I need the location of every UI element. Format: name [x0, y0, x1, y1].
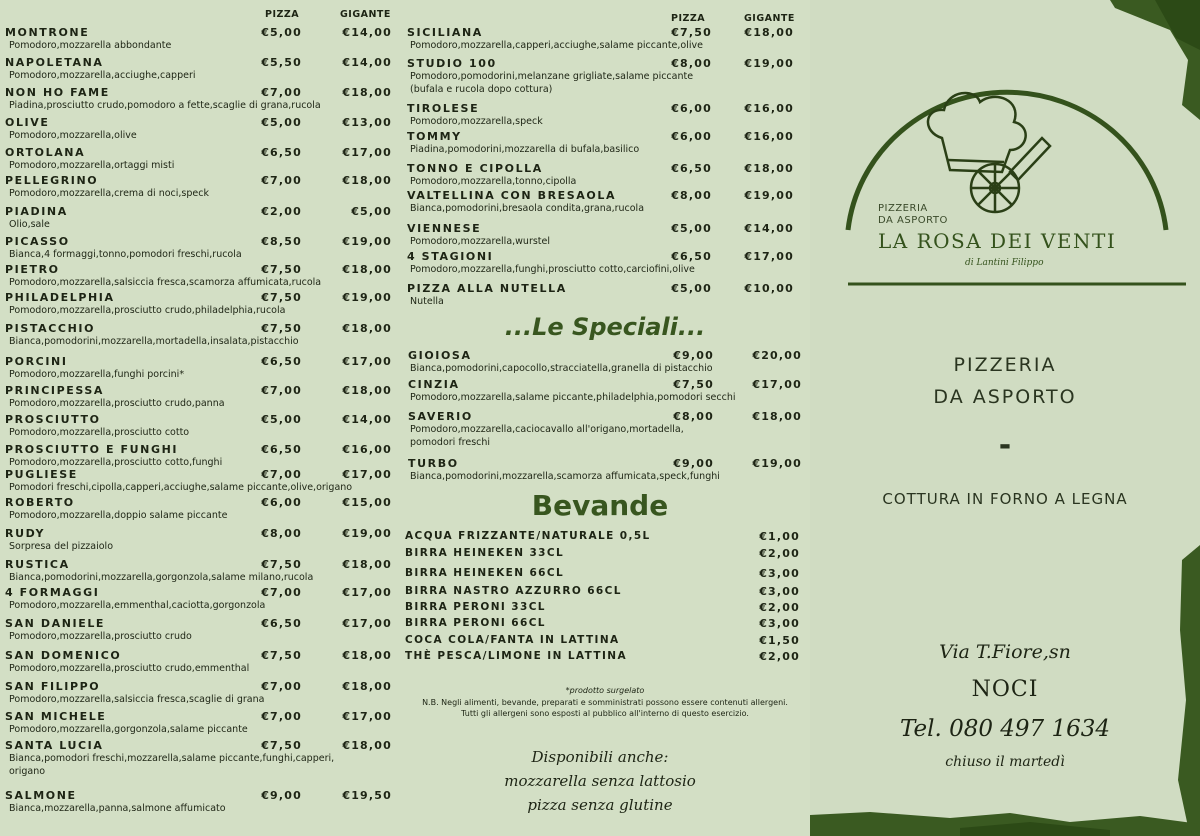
item-price: €7,00	[261, 680, 302, 693]
menu-item	[400, 222, 810, 247]
city: NOCI	[971, 677, 1039, 702]
menu-item	[0, 680, 400, 705]
item-name: GIOIOSA	[408, 349, 472, 362]
item-price-gigante: €19,00	[342, 235, 392, 248]
item-description: Pomodoro,mozzarella,prosciutto crudo	[9, 631, 192, 642]
item-price-gigante: €18,00	[342, 322, 392, 335]
header-pizza: PIZZA	[265, 9, 300, 20]
menu-item	[0, 26, 400, 51]
item-description: Pomodoro,mozzarella,prosciutto cotto	[9, 427, 190, 438]
drink-name: BIRRA PERONI 66CL	[405, 617, 546, 629]
item-price-gigante: €19,00	[342, 527, 392, 540]
item-price-gigante: €18,00	[342, 384, 392, 397]
item-description: Pomodoro,mozzarella,emmenthal,caciotta,gorgonzola	[9, 600, 266, 611]
item-description: Pomodoro,mozzarella,tonno,cipolla	[410, 176, 577, 187]
item-description: Pomodoro,mozzarella,speck	[410, 116, 543, 127]
item-name: TIROLESE	[407, 102, 480, 115]
logo-name: LA ROSA DEI VENTI	[878, 229, 1117, 253]
item-price-gigante: €17,00	[342, 586, 392, 599]
item-description-2: pomodori freschi	[410, 437, 491, 448]
menu-item	[0, 527, 400, 552]
item-description: Bianca,pomodori freschi,mozzarella,salame piccante,funghi,capperi,	[9, 753, 335, 764]
item-description: Pomodoro,mozzarella,prosciutto crudo,philadelphia,rucola	[9, 305, 286, 316]
item-price-gigante: €10,00	[744, 282, 794, 295]
menu-item	[400, 378, 810, 403]
item-price: €7,50	[673, 378, 714, 391]
item-name: PROSCIUTTO	[5, 413, 101, 426]
menu-item	[0, 586, 400, 611]
item-price-gigante: €18,00	[752, 410, 802, 423]
item-description: Bianca,mozzarella,panna,salmone affumicato	[9, 803, 226, 814]
menu-item	[0, 384, 400, 409]
available-line-3: pizza senza glutine	[527, 796, 673, 814]
item-price-gigante: €18,00	[744, 162, 794, 175]
menu-item	[400, 410, 810, 448]
item-price-gigante: €19,00	[752, 457, 802, 470]
item-price-gigante: €5,00	[351, 205, 392, 218]
drink-item	[405, 601, 800, 617]
item-name: CINZIA	[408, 378, 460, 391]
item-price-gigante: €19,00	[744, 57, 794, 70]
item-name: PROSCIUTTO E FUNGHI	[5, 443, 179, 456]
item-name: OLIVE	[5, 116, 50, 129]
drink-name: THÈ PESCA/LIMONE IN LATTINA	[405, 650, 628, 662]
item-price: €8,00	[673, 410, 714, 423]
item-price-gigante: €17,00	[752, 378, 802, 391]
item-price-gigante: €18,00	[744, 26, 794, 39]
item-price-gigante: €18,00	[342, 558, 392, 571]
menu-item	[400, 57, 810, 95]
logo-signature: di Lantini Filippo	[965, 258, 1044, 268]
item-description: Nutella	[410, 296, 444, 307]
drink-item	[405, 585, 800, 601]
item-price-gigante: €14,00	[744, 222, 794, 235]
item-price: €9,00	[261, 789, 302, 802]
menu-item	[0, 322, 400, 347]
item-price: €7,50	[261, 649, 302, 662]
available-line-2: mozzarella senza lattosio	[504, 772, 696, 790]
item-description: Pomodoro,mozzarella,salsiccia fresca,scaglie di grana	[9, 694, 265, 705]
item-name: NAPOLETANA	[5, 56, 104, 69]
item-name: VALTELLINA CON BRESAOLA	[407, 189, 617, 202]
item-price: €7,50	[261, 263, 302, 276]
menu-item	[400, 162, 810, 187]
item-price-gigante: €18,00	[342, 680, 392, 693]
item-description: Bianca,pomodorini,capocollo,stracciatella,granella di pistacchio	[410, 363, 713, 374]
item-price: €7,00	[261, 586, 302, 599]
drink-item	[405, 650, 800, 666]
menu-item	[0, 263, 400, 288]
item-price: €2,00	[261, 205, 302, 218]
drink-price: €2,00	[759, 547, 800, 560]
item-price-gigante: €16,00	[342, 443, 392, 456]
item-price: €7,00	[261, 710, 302, 723]
menu-item	[0, 710, 400, 735]
item-price-gigante: €16,00	[744, 102, 794, 115]
menu-item	[0, 291, 400, 316]
item-price-gigante: €17,00	[342, 710, 392, 723]
item-name: PICASSO	[5, 235, 70, 248]
item-price-gigante: €20,00	[752, 349, 802, 362]
item-name: PUGLIESE	[5, 468, 78, 481]
menu-item	[0, 146, 400, 171]
menu-left-column	[0, 0, 400, 836]
item-price: €6,50	[671, 250, 712, 263]
item-description: Pomodoro,mozzarella abbondante	[9, 40, 172, 51]
item-price: €5,00	[671, 222, 712, 235]
menu-item	[0, 116, 400, 141]
menu-item	[400, 26, 810, 51]
item-price: €6,50	[261, 617, 302, 630]
menu-item	[400, 130, 810, 155]
item-price-gigante: €17,00	[342, 617, 392, 630]
menu-item	[0, 617, 400, 642]
item-description: Pomodoro,mozzarella,prosciutto cotto,funghi	[9, 457, 223, 468]
item-price-gigante: €14,00	[342, 56, 392, 69]
item-price: €6,00	[261, 496, 302, 509]
drink-item	[405, 567, 800, 583]
drink-price: €2,00	[759, 601, 800, 614]
item-price: €8,00	[671, 57, 712, 70]
drink-name: BIRRA NASTRO AZZURRO 66CL	[405, 585, 622, 597]
item-description: Pomodoro,pomodorini,melanzane grigliate,salame piccante	[410, 71, 694, 82]
item-name: TOMMY	[407, 130, 462, 143]
drink-price: €1,50	[759, 634, 800, 647]
item-name: TURBO	[408, 457, 459, 470]
logo-emblem	[810, 0, 1200, 300]
item-price: €7,50	[261, 291, 302, 304]
drink-item	[405, 530, 800, 546]
item-price-gigante: €13,00	[342, 116, 392, 129]
drink-price: €3,00	[759, 617, 800, 630]
menu-item	[0, 789, 400, 814]
item-price: €7,00	[261, 174, 302, 187]
item-price-gigante: €19,00	[744, 189, 794, 202]
item-price-gigante: €15,00	[342, 496, 392, 509]
item-price: €8,50	[261, 235, 302, 248]
item-price-gigante: €18,00	[342, 86, 392, 99]
item-name: MONTRONE	[5, 26, 90, 39]
item-price-gigante: €18,00	[342, 263, 392, 276]
item-price: €5,00	[261, 413, 302, 426]
bevande-title: Bevande	[531, 489, 669, 522]
item-price: €8,00	[671, 189, 712, 202]
item-price-gigante: €18,00	[342, 649, 392, 662]
item-price: €6,50	[261, 146, 302, 159]
item-price-gigante: €19,00	[342, 291, 392, 304]
item-name: PHILADELPHIA	[5, 291, 115, 304]
item-description: Pomodoro,mozzarella,caciocavallo all'origano,mortadella,	[410, 424, 684, 435]
menu-item	[0, 86, 400, 111]
item-name: PIZZA ALLA NUTELLA	[407, 282, 567, 295]
surgelato-note: *prodotto surgelato	[565, 686, 645, 695]
right-title-1: PIZZERIA	[953, 354, 1057, 376]
menu-item	[400, 250, 810, 275]
item-name: NON HO FAME	[5, 86, 110, 99]
item-name: SANTA LUCIA	[5, 739, 104, 752]
item-price-gigante: €18,00	[342, 739, 392, 752]
item-name: ORTOLANA	[5, 146, 86, 159]
right-dash: -	[998, 428, 1012, 463]
item-price-gigante: €18,00	[342, 174, 392, 187]
item-price: €7,00	[261, 384, 302, 397]
item-name: PRINCIPESSA	[5, 384, 105, 397]
menu-item	[0, 496, 400, 521]
item-description: Bianca,pomodorini,mozzarella,gorgonzola,salame milano,rucola	[9, 572, 314, 583]
item-description: Pomodoro,mozzarella,prosciutto crudo,emmenthal	[9, 663, 250, 674]
header-gigante-mid: GIGANTE	[744, 13, 795, 24]
item-name: 4 STAGIONI	[407, 250, 494, 263]
item-description: Pomodoro,mozzarella,doppio salame piccante	[9, 510, 228, 521]
menu-item	[400, 189, 810, 214]
drink-price: €3,00	[759, 567, 800, 580]
menu-item	[0, 205, 400, 230]
drink-name: BIRRA HEINEKEN 66CL	[405, 567, 565, 579]
item-price-gigante: €16,00	[744, 130, 794, 143]
menu-item	[0, 56, 400, 81]
item-name: PIETRO	[5, 263, 60, 276]
item-price-gigante: €17,00	[342, 146, 392, 159]
address: Via T.Fiore,sn	[939, 641, 1071, 663]
item-description: Bianca,4 formaggi,tonno,pomodori freschi,rucola	[9, 249, 242, 260]
available-also	[400, 745, 800, 817]
menu-item	[400, 102, 810, 127]
item-name: 4 FORMAGGI	[5, 586, 100, 599]
item-description: Pomodoro,mozzarella,prosciutto crudo,panna	[9, 398, 225, 409]
item-price: €7,50	[261, 739, 302, 752]
item-description: Pomodori freschi,cipolla,capperi,acciughe,salame piccante,olive,origano	[9, 482, 353, 493]
item-description: Pomodoro,mozzarella,olive	[9, 130, 137, 141]
item-description: Sorpresa del pizzaiolo	[9, 541, 114, 552]
item-description-2: origano	[9, 766, 46, 777]
drink-price: €2,00	[759, 650, 800, 663]
menu-item	[0, 355, 400, 380]
menu-item	[0, 468, 400, 493]
item-price: €5,00	[261, 26, 302, 39]
menu-middle-column	[400, 0, 810, 836]
item-name: SAN DANIELE	[5, 617, 106, 630]
closed-day: chiuso il martedì	[945, 754, 1065, 770]
drink-name: BIRRA HEINEKEN 33CL	[405, 547, 565, 559]
header-gigante: GIGANTE	[340, 9, 391, 20]
item-price-gigante: €17,00	[744, 250, 794, 263]
menu-item	[0, 558, 400, 583]
item-name: PIADINA	[5, 205, 68, 218]
item-description: Bianca,pomodorini,mozzarella,mortadella,insalata,pistacchio	[9, 336, 299, 347]
item-price-gigante: €17,00	[342, 468, 392, 481]
item-price: €9,00	[673, 349, 714, 362]
drink-name: ACQUA FRIZZANTE/NATURALE 0,5L	[405, 530, 651, 542]
item-name: PELLEGRINO	[5, 174, 99, 187]
menu-item	[400, 349, 810, 374]
item-description: Pomodoro,mozzarella,funghi porcini*	[9, 369, 185, 380]
item-description: Bianca,pomodorini,bresaola condita,grana,rucola	[410, 203, 645, 214]
drink-price: €3,00	[759, 585, 800, 598]
item-name: RUSTICA	[5, 558, 70, 571]
item-name: SAN DOMENICO	[5, 649, 122, 662]
item-description: Pomodoro,mozzarella,gorgonzola,salame piccante	[9, 724, 248, 735]
item-price: €7,00	[261, 468, 302, 481]
item-price: €7,50	[671, 26, 712, 39]
item-name: SALMONE	[5, 789, 77, 802]
item-price-gigante: €19,50	[342, 789, 392, 802]
logo-small-1: PIZZERIA	[878, 203, 928, 214]
item-description: Bianca,pomodorini,mozzarella,scamorza affumicata,speck,funghi	[410, 471, 720, 482]
item-name: ROBERTO	[5, 496, 75, 509]
item-description: Olio,sale	[9, 219, 50, 230]
item-description: Pomodoro,mozzarella,salame piccante,philadelphia,pomodori secchi	[410, 392, 736, 403]
menu-item	[0, 235, 400, 260]
menu-item	[0, 413, 400, 438]
item-price: €7,50	[261, 322, 302, 335]
item-name: VIENNESE	[407, 222, 482, 235]
menu-item	[0, 443, 400, 468]
item-price: €6,00	[671, 102, 712, 115]
item-price: €6,50	[261, 443, 302, 456]
item-description: Pomodoro,mozzarella,crema di noci,speck	[9, 188, 209, 199]
logo-small-2: DA ASPORTO	[878, 215, 948, 226]
item-name: TONNO E CIPOLLA	[407, 162, 543, 175]
item-price-gigante: €17,00	[342, 355, 392, 368]
drink-item	[405, 634, 800, 650]
header-pizza-mid: PIZZA	[671, 13, 706, 24]
item-name: RUDY	[5, 527, 46, 540]
cottura-text: COTTURA IN FORNO A LEGNA	[882, 490, 1128, 508]
telephone: Tel. 080 497 1634	[899, 716, 1111, 742]
item-price-gigante: €14,00	[342, 26, 392, 39]
menu-item	[0, 649, 400, 674]
menu-item	[400, 457, 810, 482]
item-price: €6,50	[671, 162, 712, 175]
item-price: €7,00	[261, 86, 302, 99]
item-description: Pomodoro,mozzarella,funghi,prosciutto cotto,carciofini,olive	[410, 264, 695, 275]
item-description: Pomodoro,mozzarella,salsiccia fresca,scamorza affumicata,rucola	[9, 277, 322, 288]
item-name: PORCINI	[5, 355, 68, 368]
item-price: €5,00	[671, 282, 712, 295]
allergen-note: N.B. Negli alimenti, bevande, preparati e somministrati possono essere contenuti allergeni. Tutti gli allergeni sono esposti al pubblico all'interno di questo esercizio.	[422, 698, 788, 718]
item-name: SAVERIO	[408, 410, 473, 423]
item-name: SAN MICHELE	[5, 710, 107, 723]
right-title-2: DA ASPORTO	[933, 386, 1077, 408]
item-price: €6,50	[261, 355, 302, 368]
item-description: Pomodoro,mozzarella,ortaggi misti	[9, 160, 175, 171]
drink-price: €1,00	[759, 530, 800, 543]
item-name: SICILIANA	[407, 26, 483, 39]
item-description: Piadina,pomodorini,mozzarella di bufala,basilico	[410, 144, 640, 155]
menu-item	[0, 739, 400, 777]
item-description-2: (bufala e rucola dopo cottura)	[410, 84, 553, 95]
item-description: Piadina,prosciutto crudo,pomodoro a fette,scaglie di grana,rucola	[9, 100, 321, 111]
item-price-gigante: €14,00	[342, 413, 392, 426]
speciali-title: ...Le Speciali...	[504, 313, 706, 341]
item-price: €7,50	[261, 558, 302, 571]
item-price: €8,00	[261, 527, 302, 540]
item-description: Pomodoro,mozzarella,capperi,acciughe,salame piccante,olive	[410, 40, 703, 51]
drink-item	[405, 617, 800, 633]
item-description: Pomodoro,mozzarella,acciughe,capperi	[9, 70, 196, 81]
available-line-1: Disponibili anche:	[531, 748, 669, 766]
drink-item	[405, 547, 800, 563]
item-name: SAN FILIPPO	[5, 680, 101, 693]
item-name: STUDIO 100	[407, 57, 497, 70]
menu-item	[400, 282, 810, 307]
item-price: €5,00	[261, 116, 302, 129]
menu-item	[0, 174, 400, 199]
drink-name: COCA COLA/FANTA IN LATTINA	[405, 634, 620, 646]
item-name: PISTACCHIO	[5, 322, 96, 335]
item-price: €9,00	[673, 457, 714, 470]
drink-name: BIRRA PERONI 33CL	[405, 601, 546, 613]
item-price: €5,50	[261, 56, 302, 69]
item-description: Pomodoro,mozzarella,wurstel	[410, 236, 551, 247]
info-panel	[810, 0, 1200, 836]
item-price: €6,00	[671, 130, 712, 143]
